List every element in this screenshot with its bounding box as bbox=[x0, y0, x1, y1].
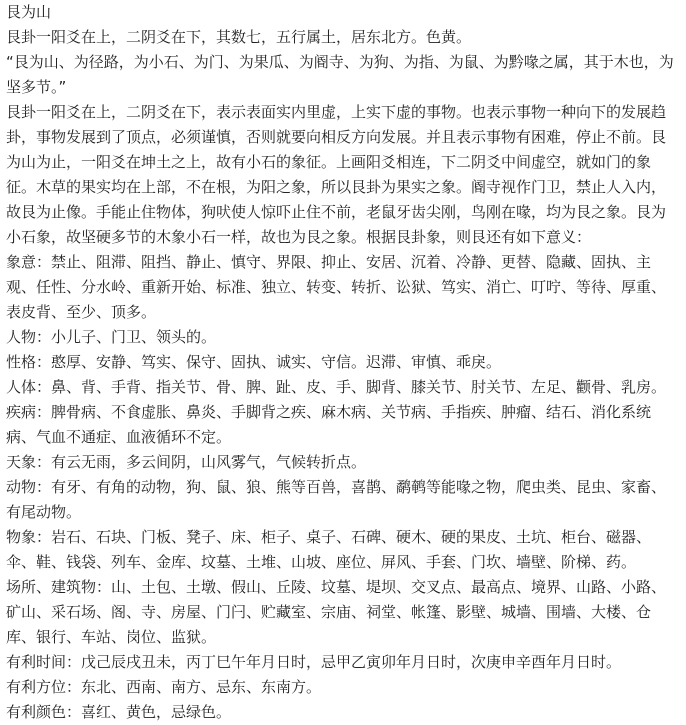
trigram-basics-paragraph: 艮卦一阳爻在上，二阴爻在下，其数七，五行属土，居东北方。色黄。 bbox=[6, 28, 472, 46]
favorable-direction-paragraph: 有利方位：东北、西南、南方、忌东、东南方。 bbox=[6, 678, 322, 696]
favorable-color-paragraph: 有利颜色：喜红、黄色，忌绿色。 bbox=[6, 703, 232, 721]
body-parts-paragraph: 人体：鼻、背、手背、指关节、骨、脾、趾、皮、手、脚背、膝关节、肘关节、左足、颧骨、乳房。 bbox=[6, 378, 667, 396]
document-title: 艮为山 bbox=[6, 3, 52, 21]
explanation-paragraph: 艮卦一阳爻在上，二阴爻在下，表示表面实内里虚，上实下虚的事物。也表示事物一种向下的发展趋卦，事物发展到了顶点，必须谨慎，否则就要向相反方向发展。并且表示事物有困难，停止不前。艮为山为止，一阳爻在坤土之上，故有小石的象征。上画阳爻相连，下二阴爻中间虚空，就如门的象征。木草的果实均在上部，不在根，为阳之象，所以艮卦为果实之象。阍寺视作门卫，禁止人入内，故艮为止像。手能止住物体，狗吠使人惊吓止住不前，老鼠牙齿尖刚，鸟刚在喙，均为艮之象。艮为小石象，故坚硬多节的木象小石一样，故也为艮之象。根据艮卦象，则艮还有如下意义： bbox=[6, 103, 667, 246]
objects-paragraph: 物象：岩石、石块、门板、凳子、床、柜子、桌子、石碑、硬木、硬的果皮、土坑、柜台、磁器、伞、鞋、钱袋、列车、金库、坟墓、土堆、山坡、座位、屏风、手套、门坎、墙壁、阶梯、药。 bbox=[6, 528, 652, 571]
symbolism-paragraph: 象意：禁止、阻滞、阻挡、静止、慎守、界限、抑止、安居、沉着、冷静、更替、隐藏、固执、主观、任性、分水岭、重新开始、标准、独立、转变、转折、讼狱、笃实、消亡、叮咛、等待、厚重、表皮背、至少、顶多。 bbox=[6, 253, 667, 321]
favorable-time-paragraph: 有利时间：戊己辰戌丑未，丙丁巳午年月日时，忌甲乙寅卯年月日时，次庚申辛酉年月日时。 bbox=[6, 653, 622, 671]
diseases-paragraph: 疾病：脾骨病、不食虚胀、鼻炎、手脚背之疾、麻木病、关节病、手指疾、肿瘤、结石、消化系统病、气血不通症、血液循环不定。 bbox=[6, 403, 652, 446]
personality-paragraph: 性格：憨厚、安静、笃实、保守、固执、诚实、守信。迟滞、审慎、乖戾。 bbox=[6, 353, 502, 371]
weather-paragraph: 天象：有云无雨，多云间阴，山风雾气，气候转折点。 bbox=[6, 453, 367, 471]
document-body bbox=[6, 0, 676, 725]
classic-quote-paragraph: “艮为山、为径路，为小石、为门、为果瓜、为阍寺、为狗、为指、为鼠、为黔喙之属，其于木也，为坚多节。” bbox=[6, 53, 674, 96]
places-paragraph: 场所、建筑物：山、土包、土墩、假山、丘陵、坟墓、堤坝、交叉点、最高点、境界、山路、小路、矿山、采石场、阁、寺、房屋、门闩、贮藏室、宗庙、祠堂、帐篷、影壁、城墙、围墙、大楼、仓库、银行、车站、岗位、监狱。 bbox=[6, 578, 667, 646]
animals-paragraph: 动物：有牙、有角的动物，狗、鼠、狼、熊等百兽，喜鹊、鹬鹌等能喙之物，爬虫类、昆虫、家畜、有尾动物。 bbox=[6, 478, 667, 521]
persons-paragraph: 人物：小儿子、门卫、领头的。 bbox=[6, 328, 217, 346]
